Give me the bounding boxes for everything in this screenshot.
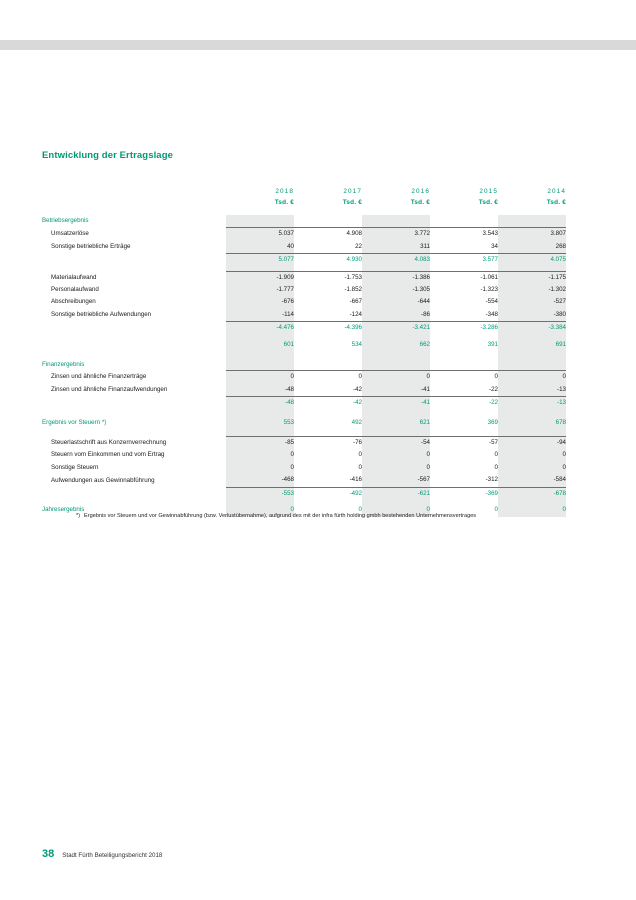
row-value: 3.807 <box>498 228 566 241</box>
table-row <box>42 462 566 474</box>
row-value: -1.305 <box>362 284 430 296</box>
subtotal-value: -492 <box>349 489 362 497</box>
table-row <box>42 271 566 284</box>
total-row <box>42 397 566 410</box>
row-value: -42 <box>294 384 362 397</box>
row-value: -468 <box>226 474 294 487</box>
row-value: 492 <box>351 418 362 426</box>
row-value: -1.777 <box>226 284 294 296</box>
header-band <box>0 40 636 50</box>
row-value: -1.753 <box>294 271 362 284</box>
row-value: 0 <box>294 371 362 384</box>
row-value: 553 <box>226 417 294 429</box>
row-value: 0 <box>498 504 566 516</box>
row-label: Personalaufwand <box>51 286 99 294</box>
table-row <box>42 241 566 254</box>
subtotal-value: 4.075 <box>498 254 566 267</box>
row-value: -1.061 <box>430 271 498 284</box>
subtotal-row <box>42 322 566 335</box>
row-value: -1.852 <box>344 286 362 294</box>
group-heading-row <box>42 358 566 371</box>
footnote <box>76 512 560 521</box>
row-value: -76 <box>294 437 362 450</box>
row-value: 0 <box>494 506 498 514</box>
row-label: Steuerlastschrift aus Konzernverrechnung <box>51 439 167 447</box>
row-value: 0 <box>358 451 362 459</box>
row-value: -13 <box>498 384 566 397</box>
subtotal-value: -369 <box>485 489 498 497</box>
group-heading-betriebsergebnis: Betriebsergebnis <box>42 217 89 225</box>
row-value: 678 <box>498 417 566 429</box>
subtotal-value: -3.286 <box>480 324 498 332</box>
row-value: 0 <box>362 371 430 384</box>
row-value: -584 <box>498 474 566 487</box>
row-value: -41 <box>362 384 430 397</box>
total-value: -42 <box>353 399 362 407</box>
column-header-2017: 2017 Tsd. € <box>342 188 362 206</box>
subtotal-row <box>42 254 566 267</box>
row-label-jahresergebnis: Jahresergebnis <box>42 506 85 514</box>
table-row <box>42 437 566 450</box>
row-value: 0 <box>358 506 362 514</box>
page-title: Entwicklung der Ertragslage <box>42 150 173 161</box>
total-value: -13 <box>498 397 566 410</box>
row-value: -57 <box>430 437 498 450</box>
subtotal-value: 4.083 <box>362 254 430 267</box>
subtotal-value: -3.384 <box>498 322 566 335</box>
row-value: -348 <box>430 309 498 322</box>
row-value: 0 <box>226 504 294 516</box>
row-label: Aufwendungen aus Gewinnabführung <box>51 476 155 484</box>
subtotal-value: -678 <box>498 487 566 500</box>
row-value: 34 <box>430 241 498 254</box>
row-label: Abschreibungen <box>51 298 96 306</box>
subtotal-value: -4.396 <box>344 324 362 332</box>
group-heading-finanzergebnis: Finanzergebnis <box>42 360 85 368</box>
total-value: 691 <box>498 339 566 351</box>
page-footer <box>42 848 162 860</box>
table-row <box>42 296 566 308</box>
total-value: -41 <box>362 397 430 410</box>
subtotal-value: -3.421 <box>362 322 430 335</box>
row-value: -667 <box>349 298 362 306</box>
row-value: 22 <box>294 241 362 254</box>
row-value: -1.302 <box>498 284 566 296</box>
subtotal-value: -553 <box>226 487 294 500</box>
row-value: -567 <box>362 474 430 487</box>
row-value: 0 <box>362 504 430 516</box>
row-value: 0 <box>498 371 566 384</box>
total-value: 662 <box>362 339 430 351</box>
page-number: 38 <box>42 848 55 860</box>
table-row <box>42 384 566 397</box>
total-value: 601 <box>226 339 294 351</box>
row-label: Sonstige betriebliche Aufwendungen <box>51 311 152 319</box>
column-header-2014: 2014 Tsd. € <box>546 188 566 206</box>
row-value: 311 <box>362 241 430 254</box>
row-value: -1.175 <box>498 271 566 284</box>
subtotal-value: 5.077 <box>226 254 294 267</box>
row-value: 4.908 <box>294 228 362 241</box>
total-value: 534 <box>351 340 362 348</box>
total-value: -22 <box>489 399 498 407</box>
row-value: -676 <box>226 296 294 308</box>
row-value: 621 <box>362 417 430 429</box>
row-label: Sonstige Steuern <box>51 463 99 471</box>
row-value: 0 <box>226 462 294 474</box>
table-row <box>42 228 566 241</box>
total-value: 391 <box>487 340 498 348</box>
row-value: -554 <box>485 298 498 306</box>
row-label: Zinsen und ähnliche Finanzerträge <box>51 373 147 381</box>
row-value: -86 <box>362 309 430 322</box>
row-label: Umsatzerlöse <box>51 230 89 238</box>
row-value: 3.543 <box>430 228 498 241</box>
table-row <box>42 309 566 322</box>
header-empty <box>42 186 226 208</box>
row-value: -416 <box>294 474 362 487</box>
row-value: -1.909 <box>226 271 294 284</box>
subtotal-value: 4.930 <box>346 256 362 264</box>
row-value: 0 <box>498 462 566 474</box>
footer-title: Stadt Fürth Beteiligungsbericht 2018 <box>62 852 163 859</box>
row-value: 3.772 <box>362 228 430 241</box>
row-label: Zinsen und ähnliche Finanzaufwendungen <box>51 386 168 394</box>
subtotal-value: 3.577 <box>482 256 498 264</box>
financial-table <box>42 186 566 517</box>
row-value: -1.323 <box>480 286 498 294</box>
row-label-ergebnis-vor-steuern: Ergebnis vor Steuern *) <box>42 418 107 426</box>
row-label: Sonstige betriebliche Erträge <box>51 243 131 251</box>
row-value: -380 <box>498 309 566 322</box>
row-value: -22 <box>430 384 498 397</box>
row-value: 0 <box>362 462 430 474</box>
row-value: 0 <box>358 463 362 471</box>
result-before-tax-row <box>42 417 566 429</box>
footnote-text: Ergebnis vor Steuern und vor Gewinnabführung (bzw. Verlustübernahme), aufgrund des mit der infra fürth holding gmbh bestehenden Unternehmensvertrages <box>84 513 477 519</box>
column-header-2018: 2018 Tsd. € <box>274 188 294 206</box>
row-value: -124 <box>294 309 362 322</box>
row-value: 0 <box>430 371 498 384</box>
row-value: -48 <box>226 384 294 397</box>
row-value: 0 <box>362 449 430 461</box>
row-value: -1.386 <box>362 271 430 284</box>
table-row <box>42 371 566 384</box>
row-value: -527 <box>498 296 566 308</box>
row-value: 268 <box>498 241 566 254</box>
subtotal-value: -621 <box>362 487 430 500</box>
total-value: -48 <box>226 397 294 410</box>
row-value: 0 <box>226 449 294 461</box>
total-row <box>42 339 566 351</box>
subtotal-row <box>42 487 566 500</box>
row-value: 5.037 <box>226 228 294 241</box>
row-value: -85 <box>226 437 294 450</box>
row-value: 0 <box>498 449 566 461</box>
row-value: 0 <box>494 463 498 471</box>
row-value: -54 <box>362 437 430 450</box>
subtotal-value: -4.476 <box>226 322 294 335</box>
column-header-2015: 2015 Tsd. € <box>478 188 498 206</box>
row-value: 40 <box>226 241 294 254</box>
group-heading-row <box>42 215 566 228</box>
row-value: 369 <box>487 418 498 426</box>
row-label: Materialaufwand <box>51 273 97 281</box>
row-value: 0 <box>494 451 498 459</box>
column-header-2016: 2016 Tsd. € <box>410 188 430 206</box>
table-row <box>42 474 566 487</box>
table-row <box>42 449 566 461</box>
row-value: -114 <box>226 309 294 322</box>
row-value: -94 <box>498 437 566 450</box>
row-value: -312 <box>430 474 498 487</box>
table-row <box>42 284 566 296</box>
row-value: -644 <box>362 296 430 308</box>
table-header-row <box>42 186 566 208</box>
row-label: Steuern vom Einkommen und vom Ertrag <box>51 451 165 459</box>
row-value: 0 <box>226 371 294 384</box>
footnote-marker: *) <box>76 513 81 519</box>
